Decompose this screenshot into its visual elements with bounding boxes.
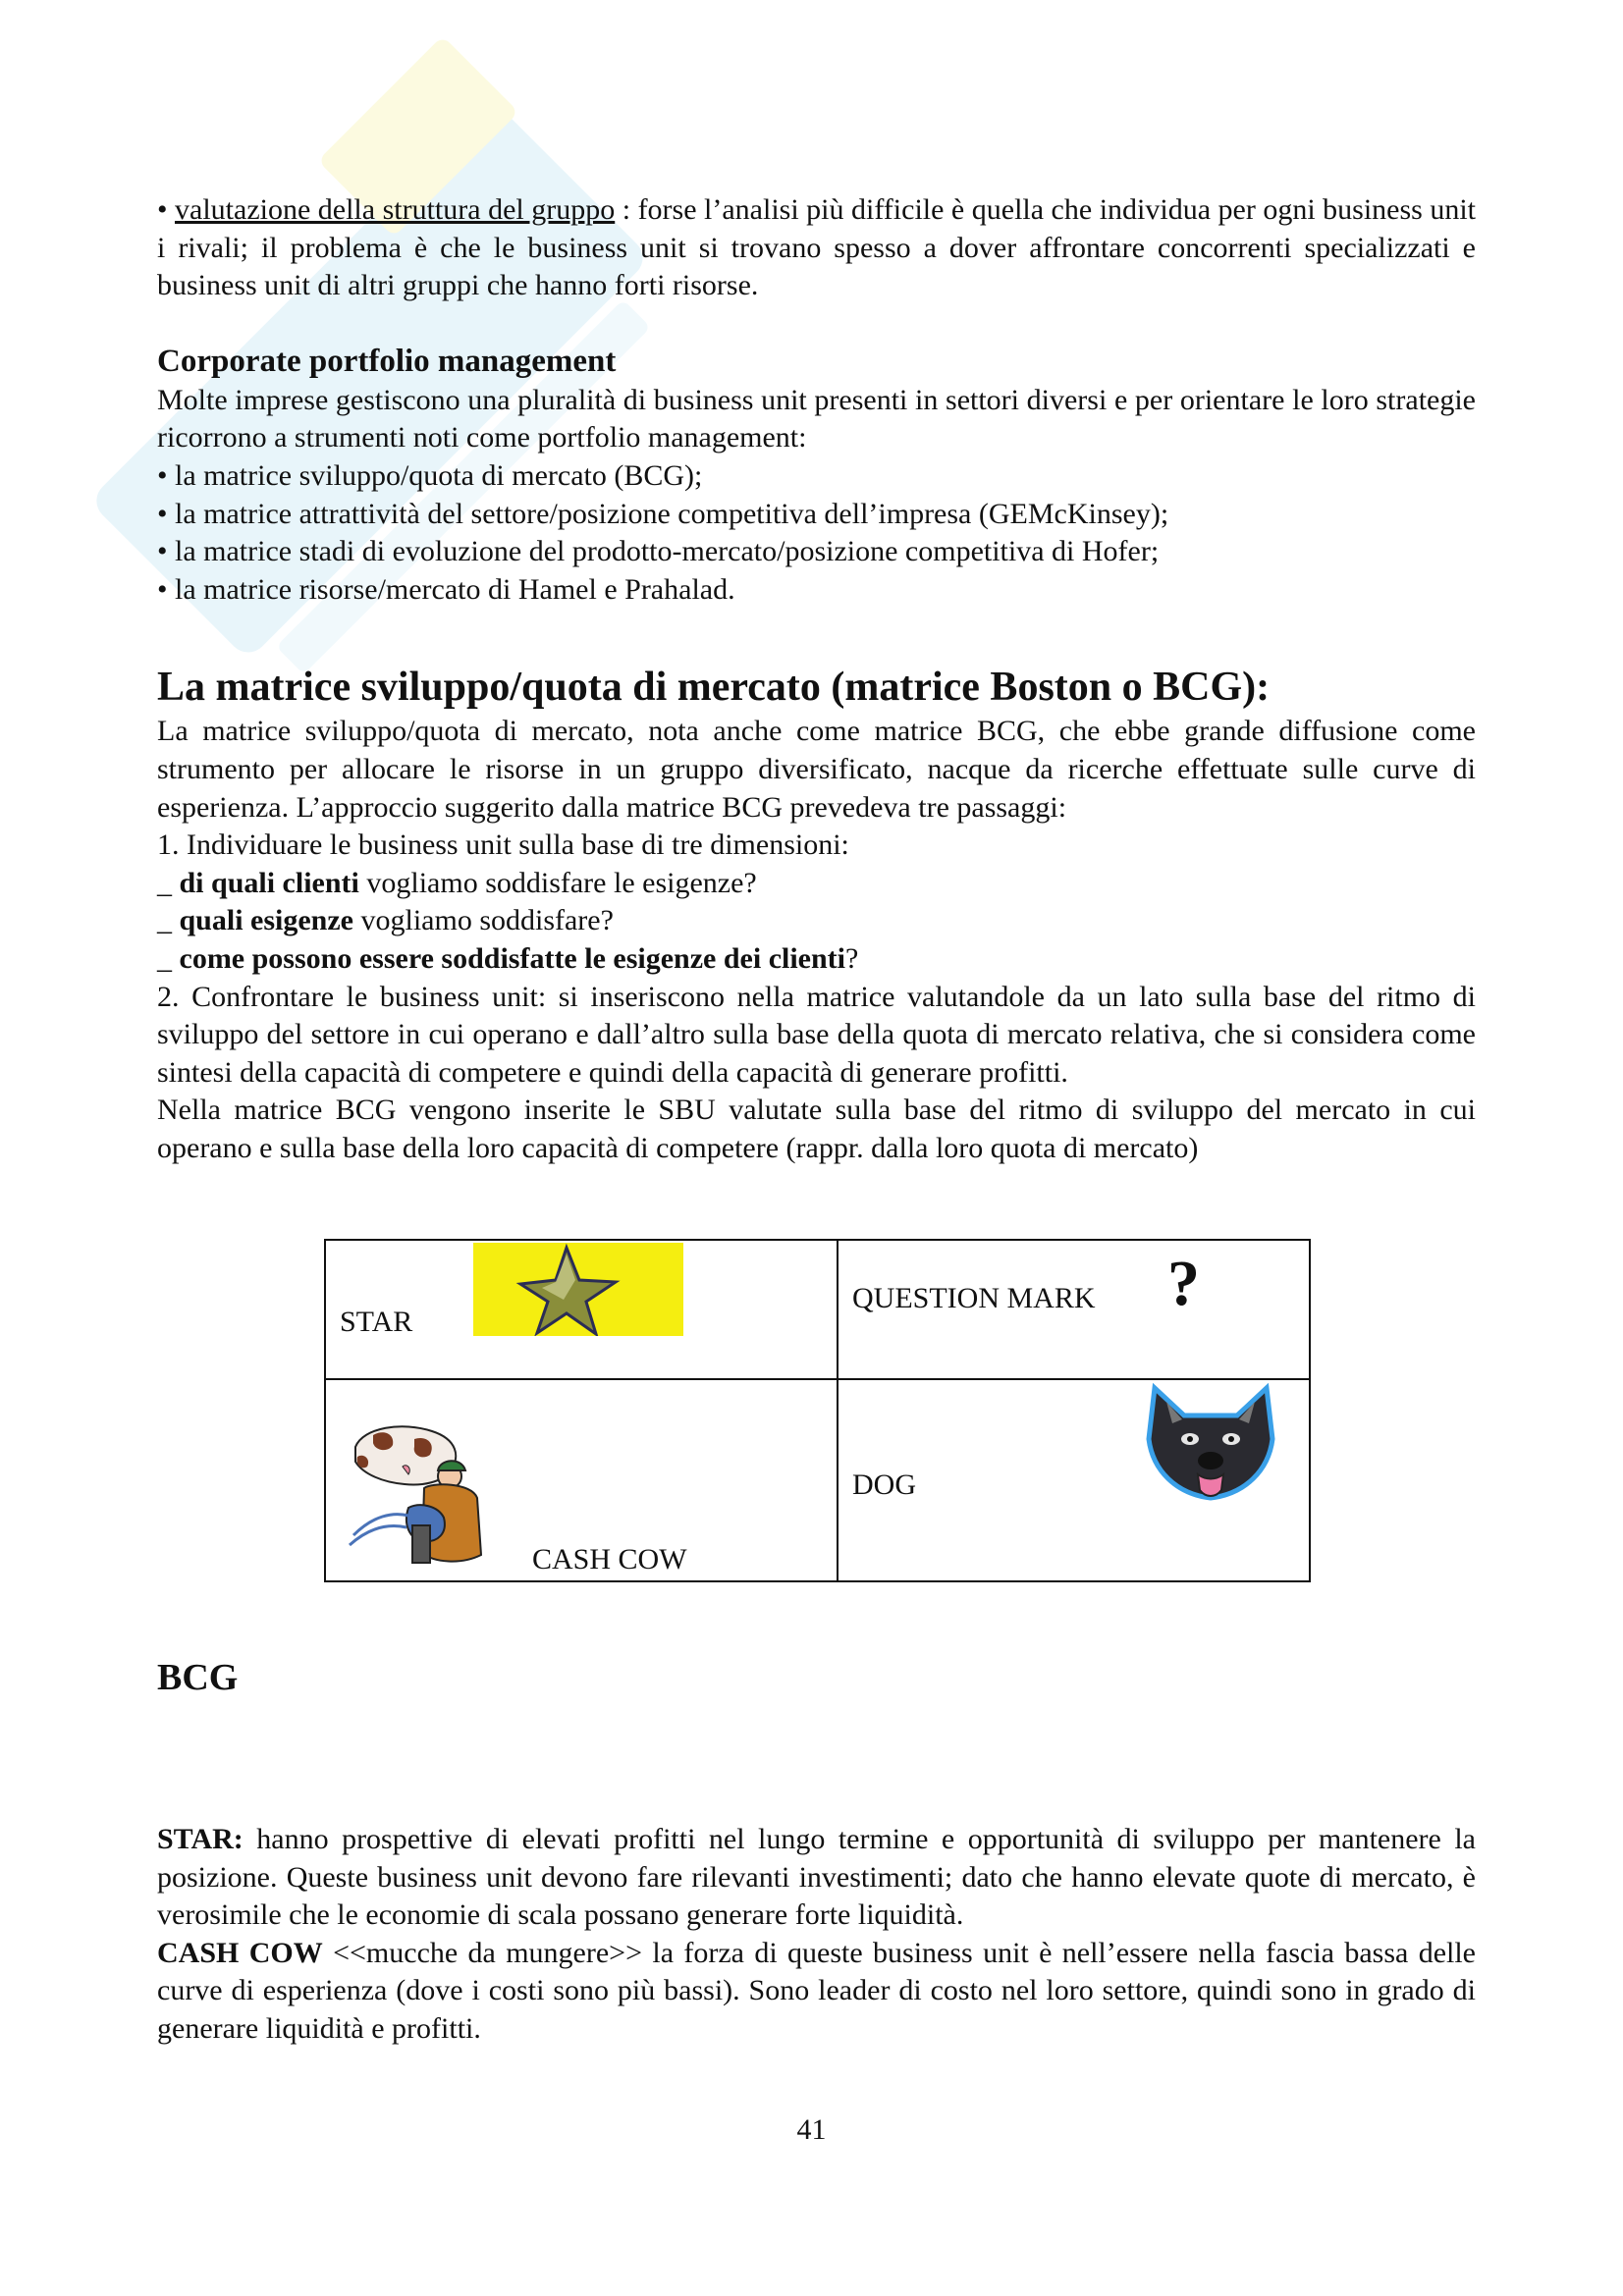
bcg-paragraph-2: Nella matrice BCG vengono inserite le SBU valutate sulla base del ritmo di sviluppo del mercato in cui operano e sulla base della loro capacità di competere (rappr. dalla loro quota di mercato)	[157, 1094, 1476, 1164]
matrix-cell-dog	[839, 1380, 1309, 1580]
cash-cow-description	[157, 1935, 1476, 2049]
cow-desc-label: CASH COW	[157, 1936, 323, 1969]
portfolio-heading: Corporate portfolio management	[157, 343, 617, 379]
cow-milking-icon	[344, 1417, 491, 1575]
portfolio-text: Molte imprese gestiscono una pluralità di business unit presenti in settori diversi e per orientare le loro strategie ricorrono a strumenti noti come portfolio management:	[157, 383, 1476, 454]
star-desc-label: STAR:	[157, 1823, 243, 1855]
dim-prefix: _	[157, 941, 180, 975]
page-content	[157, 191, 1476, 1167]
bcg-section-title: BCG	[157, 1657, 239, 1698]
star-label: STAR	[340, 1306, 413, 1338]
bcg-dimension	[157, 902, 1476, 940]
intro-paragraph: • valutazione della struttura del gruppo : forse l’analisi più difficile è quella che individua per ogni business unit i rivali; il problema è che le business unit si trovano spesso a dover affrontare concorrenti specializzati e business unit di altri gruppi che hanno forti risorse.	[157, 193, 1477, 302]
bcg-heading: La matrice sviluppo/quota di mercato (matrice Boston o BCG):	[157, 665, 1271, 711]
dim-rest: ?	[845, 941, 859, 975]
cow-desc-text: <<mucche da mungere>> la forza di queste business unit è nell’essere nella fascia bassa delle curve di esperienza (dove i costi sono più bassi). Sono leader di costo nel loro settore, quindi sono in grado di generare liquidità e profitti.	[157, 1936, 1476, 2045]
question-mark-icon: ?	[1167, 1248, 1200, 1319]
bcg-step-2: 2. Confrontare le business unit: si inseriscono nella matrice valutandole da un lato sulla base del ritmo di sviluppo del settore in cui operano e dall’altro sulla base della quota di mercato relativa, che si considera come sintesi della capacità di competere e quindi della capacità di generare profitti.	[157, 980, 1476, 1089]
portfolio-item: • la matrice risorse/mercato di Hamel e Prahalad.	[157, 572, 735, 606]
bcg-step-1: 1. Individuare le business unit sulla base di tre dimensioni:	[157, 828, 849, 862]
matrix-cell-cash-cow	[326, 1380, 839, 1580]
cash-cow-label: CASH COW	[532, 1543, 687, 1575]
page-number: 41	[796, 2113, 827, 2146]
dim-rest: vogliamo soddisfare le esigenze?	[358, 866, 757, 899]
bcg-matrix-table	[324, 1239, 1311, 1582]
matrix-cell-star	[326, 1241, 839, 1380]
bcg-dimension	[157, 940, 1476, 979]
portfolio-item: • la matrice stadi di evoluzione del prodotto-mercato/posizione competitiva di Hofer;	[157, 535, 1160, 568]
star-description	[157, 1821, 1476, 1935]
descriptions-section	[157, 1821, 1476, 2049]
dim-prefix: _	[157, 866, 180, 899]
star-icon	[473, 1243, 683, 1336]
question-mark-label: QUESTION MARK	[852, 1282, 1096, 1314]
bcg-dimension	[157, 865, 1476, 903]
dim-prefix: _	[157, 904, 180, 937]
bcg-paragraph: La matrice sviluppo/quota di mercato, nota anche come matrice BCG, che ebbe grande diffusione come strumento per allocare le risorse in un gruppo diversificato, nacque da ricerche effettuate sulle curve di esperienza. L’approccio suggerito dalla matrice BCG prevedeva tre passaggi:	[157, 715, 1476, 824]
matrix-cell-question-mark	[839, 1241, 1309, 1380]
dog-icon	[1137, 1380, 1284, 1506]
dim-bold: quali esigenze	[179, 904, 353, 937]
star-image	[473, 1243, 683, 1336]
intro-text: : forse l’analisi più difficile è quella che individua per ogni business unit i rivali; il problema è che le business unit si trovano spesso a dover affrontare concorrenti specializzati e business unit di altri gruppi che hanno forti risorse.	[157, 193, 1477, 302]
dim-rest: vogliamo soddisfare?	[353, 904, 614, 937]
portfolio-item: • la matrice attrattività del settore/posizione competitiva dell’impresa (GEMcKinsey);	[157, 497, 1169, 530]
intro-underlined: valutazione della struttura del gruppo	[175, 193, 616, 226]
dim-bold: come possono essere soddisfatte le esigenze dei clienti	[179, 941, 846, 975]
dim-bold: di quali clienti	[179, 866, 359, 899]
star-desc-text: hanno prospettive di elevati profitti nel lungo termine e opportunità di sviluppo per mantenere la posizione. Queste business unit devono fare rilevanti investimenti; dato che hanno elevate quote di mercato, è verosimile che le economie di scala possano generare forte liquidità.	[157, 1823, 1476, 1932]
dog-label: DOG	[852, 1468, 916, 1501]
portfolio-item: • la matrice sviluppo/quota di mercato (BCG);	[157, 458, 703, 492]
